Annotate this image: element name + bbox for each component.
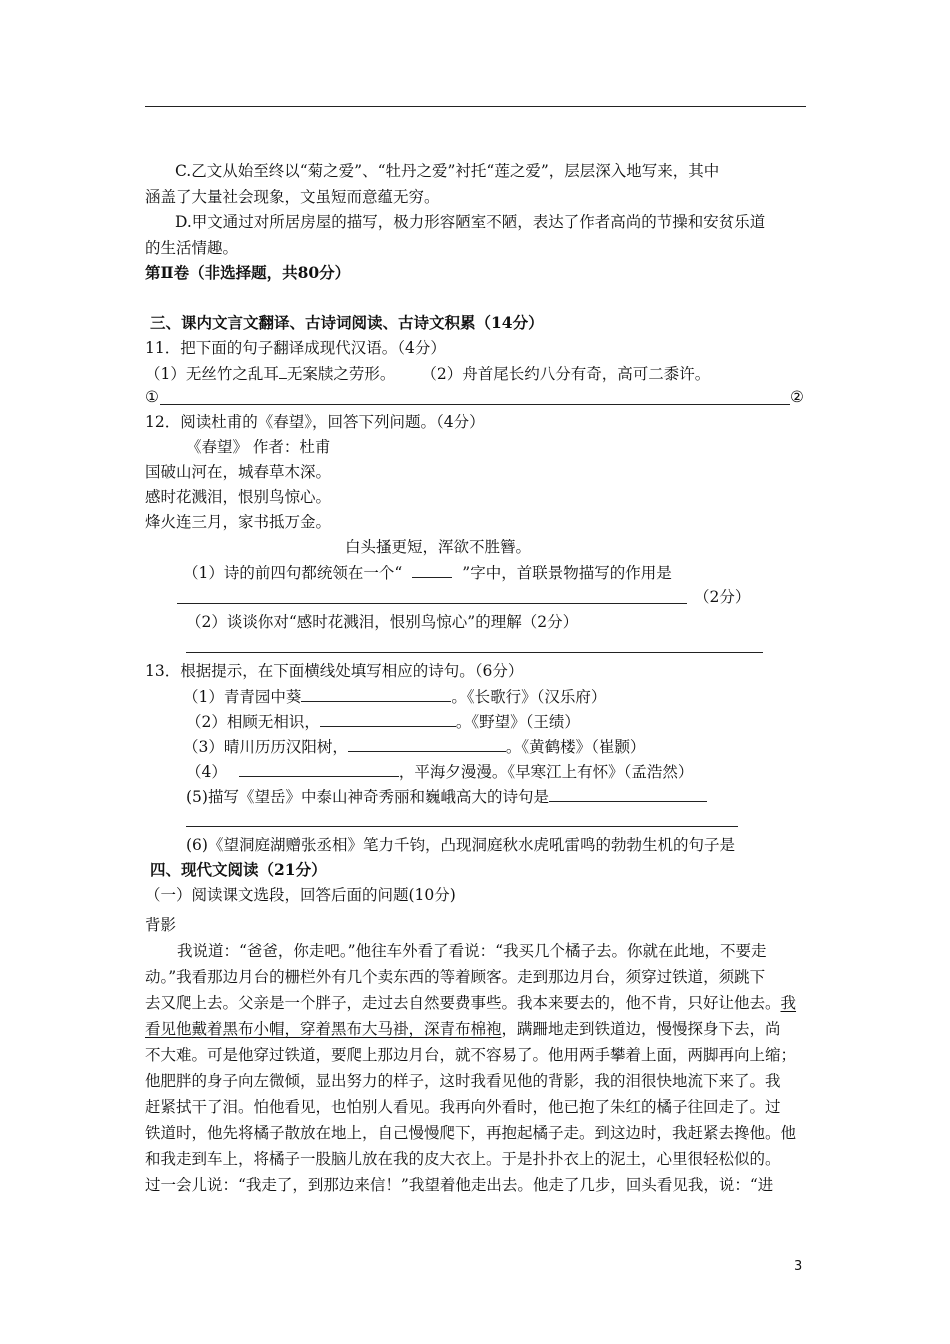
q13-item-5-answer-line[interactable] — [186, 826, 738, 827]
answer-marker-1: ① — [145, 388, 159, 406]
q13-blank-3[interactable] — [348, 735, 506, 752]
q11-answer-line[interactable] — [160, 404, 790, 405]
q11-item-1: （1）无丝竹之乱耳 — [145, 365, 279, 383]
question-11: 11．把下面的句子翻译成现代汉语。（4分） — [145, 339, 446, 357]
essay-line-6: 他肥胖的身子向左微倾，显出努力的样子，这时我看见他的背影，我的泪很快地流下来了。我 — [145, 1072, 781, 1090]
header-rule — [145, 106, 806, 107]
q13-blank-4[interactable] — [239, 760, 399, 777]
q12-sub-1: （1）诗的前四句都统领在一个“ ”字中，首联景物描写的作用是 — [183, 561, 672, 584]
q13-item-4: （4） ，平海夕漫漫。《早寒江上有怀》（孟浩然） — [186, 760, 693, 783]
q12-sub-2: （2）谈谈你对“感时花溅泪，恨别鸟惊心”的理解（2分） — [186, 613, 579, 631]
question-12: 12．阅读杜甫的《春望》，回答下列问题。（4分） — [145, 413, 485, 431]
q13-item-1: （1）青青园中葵 。《长歌行》（汉乐府） — [183, 685, 606, 708]
page-number: 3 — [794, 1259, 803, 1274]
question-11-items — [145, 362, 710, 385]
poem-line-2: 感时花溅泪，恨别鸟惊心。 — [145, 488, 332, 506]
q13-blank-2[interactable] — [320, 710, 456, 727]
essay-title: 背影 — [145, 916, 177, 934]
section-4-heading: 四、现代文阅读（21分） — [150, 860, 327, 879]
answer-marker-2: ② — [790, 388, 804, 406]
q13-item-2: （2）相顾无相识， 。《野望》（王绩） — [186, 710, 580, 733]
essay-line-4: 看见他戴着黑布小帽，穿着黑布大马褂，深青布棉袍，蹒跚地走到铁道边，慢慢探身下去，尚 — [145, 1020, 781, 1038]
q12-char-blank[interactable] — [412, 561, 452, 578]
essay-line-9: 和我走到车上，将橘子一股脑儿放在我的皮大衣上。于是扑扑衣上的泥土，心里很轻松似的。 — [145, 1150, 781, 1168]
poem-line-4: 白头搔更短，浑欲不胜簪。 — [345, 538, 532, 556]
section-3-heading: 三、课内文言文翻译、古诗词阅读、古诗文积累（14分） — [150, 313, 544, 332]
essay-line-3: 去又爬上去。父亲是一个胖子，走过去自然要费事些。我本来要去的，他不肯，只好让他去。我 — [145, 994, 797, 1012]
q11-item-1-end: 无案牍之劳形。 — [286, 365, 396, 383]
q13-blank-1[interactable] — [301, 685, 451, 702]
q13-item-6: (6)《望洞庭湖赠张丞相》笔力千钧，凸现洞庭秋水虎吼雷鸣的勃勃生机的句子是 — [186, 836, 735, 854]
subsection-1: （一）阅读课文选段，回答后面的问题(10分) — [145, 886, 456, 904]
essay-line-10: 过一会儿说：“我走了，到那边来信！”我望着他走出去。他走了几步，回头看见我，说：“进 — [145, 1176, 774, 1194]
poem-line-3: 烽火连三月，家书抵万金。 — [145, 513, 332, 531]
q11-item-2: （2）舟首尾长约八分有奇，高可二黍许。 — [421, 365, 711, 383]
essay-line-7: 赶紧拭干了泪。怕他看见，也怕别人看见。我再向外看时，他已抱了朱红的橘子往回走了。过 — [145, 1098, 781, 1116]
q13-blank-5[interactable] — [549, 785, 707, 802]
poem-title: 《春望》 作者：杜甫 — [186, 438, 331, 456]
q13-item-5: (5)描写《望岳》中泰山神奇秀丽和巍峨高大的诗句是 — [186, 785, 707, 808]
essay-line-1: 我说道：“爸爸，你走吧。”他往车外看了看说：“我买几个橘子去。你就在此地，不要走 — [177, 942, 767, 960]
poem-line-1: 国破山河在，城春草木深。 — [145, 463, 332, 481]
essay-line-8: 铁道时，他先将橘子散放在地上，自己慢慢爬下，再抱起橘子走。到这边时，我赶紧去搀他。他 — [145, 1124, 797, 1142]
question-13: 13．根据提示，在下面横线处填写相应的诗句。（6分） — [145, 662, 524, 680]
underlined-sentence: 看见他戴着黑布小帽，穿着黑布大马褂，深青布棉袍 — [145, 1020, 502, 1038]
essay-line-2: 动。”我看那边月台的栅栏外有几个卖东西的等着顾客。走到那边月台，须穿过铁道，须跳下 — [145, 968, 766, 986]
option-c-line-2: 涵盖了大量社会现象，文虽短而意蕴无穷。 — [145, 188, 440, 206]
volume-2-heading: 第Ⅱ卷（非选择题，共80分） — [145, 263, 351, 282]
q12-sub-1-answer-line[interactable] — [177, 603, 687, 604]
essay-line-5: 不大难。可是他穿过铁道，要爬上那边月台，就不容易了。他用两手攀着上面，两脚再向上缩； — [145, 1046, 797, 1064]
q13-item-3: （3）晴川历历汉阳树， 。《黄鹤楼》（崔颢） — [183, 735, 645, 758]
q12-sub-1-score: （2分） — [694, 588, 751, 606]
option-d-line-1: D.甲文通过对所居房屋的描写，极力形容陋室不陋，表达了作者高尚的节操和安贫乐道 — [175, 213, 766, 231]
option-c-line-1: C.乙文从始至终以“菊之爱”、“牡丹之爱”衬托“莲之爱”，层层深入地写来，其中 — [175, 162, 720, 180]
q11-inline-blank[interactable] — [279, 362, 287, 379]
option-d-line-2: 的生活情趣。 — [145, 239, 239, 257]
q12-sub-2-answer-line[interactable] — [186, 652, 763, 653]
